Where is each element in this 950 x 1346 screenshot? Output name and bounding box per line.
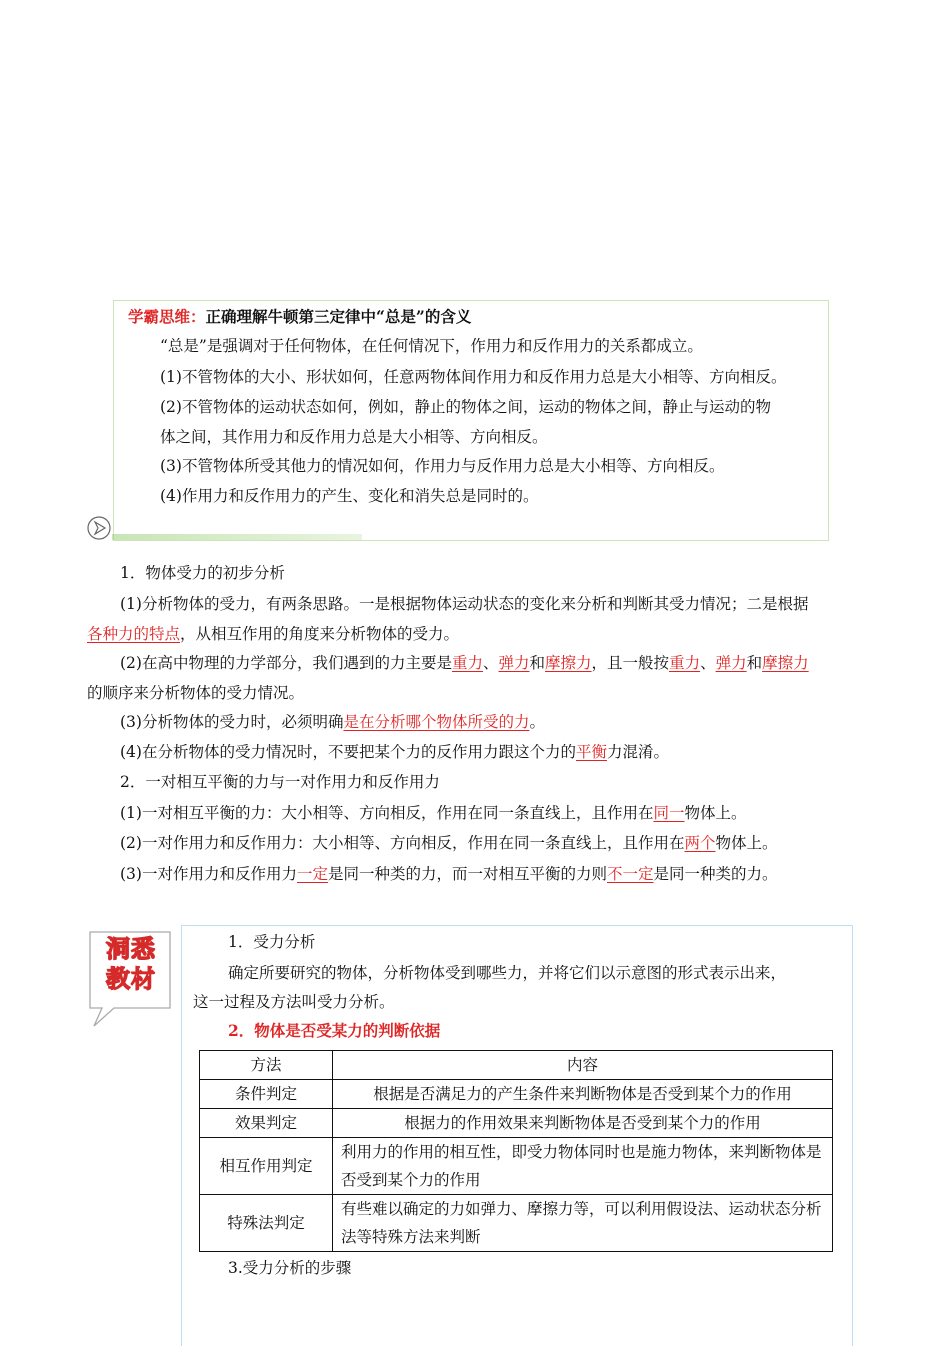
badge-line-2: 教材 <box>106 965 156 993</box>
tip-point-4: (4)作用力和反作用力的产生、变化和消失总是同时的。 <box>160 487 539 505</box>
table-cell: 效果判定 <box>200 1109 333 1138</box>
tip-label: 学霸思维： <box>128 307 206 326</box>
pair-3: (3)一对作用力和反作用力一定是同一种类的力，而一对相互平衡的力则不一定是同一种类的力。 <box>120 865 778 883</box>
tip-title: 正确理解牛顿第三定律中“总是”的含义 <box>205 307 472 326</box>
table-cell: 条件判定 <box>200 1080 333 1109</box>
table-header: 内容 <box>333 1051 833 1080</box>
hidden-heading-strip <box>112 534 362 540</box>
table-cell: 根据力的作用效果来判断物体是否受到某个力的作用 <box>333 1109 833 1138</box>
table-cell: 根据是否满足力的产生条件来判断物体是否受到某个力的作用 <box>333 1080 833 1109</box>
tip-point-2a: (2)不管物体的运动状态如何，例如，静止的物体之间，运动的物体之间，静止与运动的物 <box>160 398 771 416</box>
table-row <box>200 1195 833 1252</box>
tip-intro: “总是”是强调对于任何物体，在任何情况下，作用力和反作用力的关系都成立。 <box>160 337 703 355</box>
table-cell: 特殊法判定 <box>200 1195 333 1252</box>
section-heading-2: 2．一对相互平衡的力与一对作用力和反作用力 <box>120 773 440 791</box>
textbook-badge <box>88 930 174 1034</box>
tip-point-1: (1)不管物体的大小、形状如何，任意两物体间作用力和反作用力总是大小相等、方向相反。 <box>160 368 787 386</box>
judgement-table <box>199 1050 833 1252</box>
box2-para-1a: 确定所要研究的物体，分析物体受到哪些力，并将它们以示意图的形式表示出来， <box>228 964 787 982</box>
box2-heading-3: 3.受力分析的步骤 <box>228 1259 352 1277</box>
tip-point-2b: 体之间，其作用力和反作用力总是大小相等、方向相反。 <box>160 428 548 446</box>
pair-1: (1)一对相互平衡的力：大小相等、方向相反，作用在同一条直线上，且作用在同一物体上。 <box>120 804 747 822</box>
table-row <box>200 1109 833 1138</box>
tip-point-3: (3)不管物体所受其他力的情况如何，作用力与反作用力总是大小相等、方向相反。 <box>160 457 725 475</box>
table-cell: 相互作用判定 <box>200 1138 333 1195</box>
table-cell: 有些难以确定的力如弹力、摩擦力等，可以利用假设法、运动状态分析法等特殊方法来判断 <box>333 1195 833 1252</box>
box2-heading-1: 1．受力分析 <box>228 933 316 951</box>
box2-heading-2: 2．物体是否受某力的判断依据 <box>228 1021 441 1040</box>
para-2a: (2)在高中物理的力学部分，我们遇到的力主要是重力、弹力和摩擦力，且一般按重力、弹力和摩擦力 <box>120 654 809 672</box>
para-1a: (1)分析物体的受力，有两条思路。一是根据物体运动状态的变化来分析和判断其受力情况；二是根据 <box>120 595 809 613</box>
blank-force-traits: 各种力的特点 <box>87 625 181 643</box>
tip-heading <box>128 307 471 327</box>
para-3: (3)分析物体的受力时，必须明确是在分析哪个物体所受的力。 <box>120 713 545 731</box>
table-header: 方法 <box>200 1051 333 1080</box>
table-row <box>200 1080 833 1109</box>
table-row <box>200 1138 833 1195</box>
section-heading-1: 1．物体受力的初步分析 <box>120 564 285 582</box>
pair-2: (2)一对作用力和反作用力：大小相等、方向相反，作用在同一条直线上，且作用在两个物体上。 <box>120 834 778 852</box>
table-header-row <box>200 1051 833 1080</box>
box2-para-1b: 这一过程及方法叫受力分析。 <box>193 993 395 1011</box>
arrow-circle-icon <box>86 515 112 545</box>
badge-line-1: 洞悉 <box>106 935 156 963</box>
para-1b: 各种力的特点，从相互作用的角度来分析物体的受力。 <box>87 625 460 643</box>
para-2b: 的顺序来分析物体的受力情况。 <box>87 684 305 702</box>
table-cell: 利用力的作用的相互性，即受力物体同时也是施力物体，来判断物体是否受到某个力的作用 <box>333 1138 833 1195</box>
para-4: (4)在分析物体的受力情况时，不要把某个力的反作用力跟这个力的平衡力混淆。 <box>120 743 669 761</box>
